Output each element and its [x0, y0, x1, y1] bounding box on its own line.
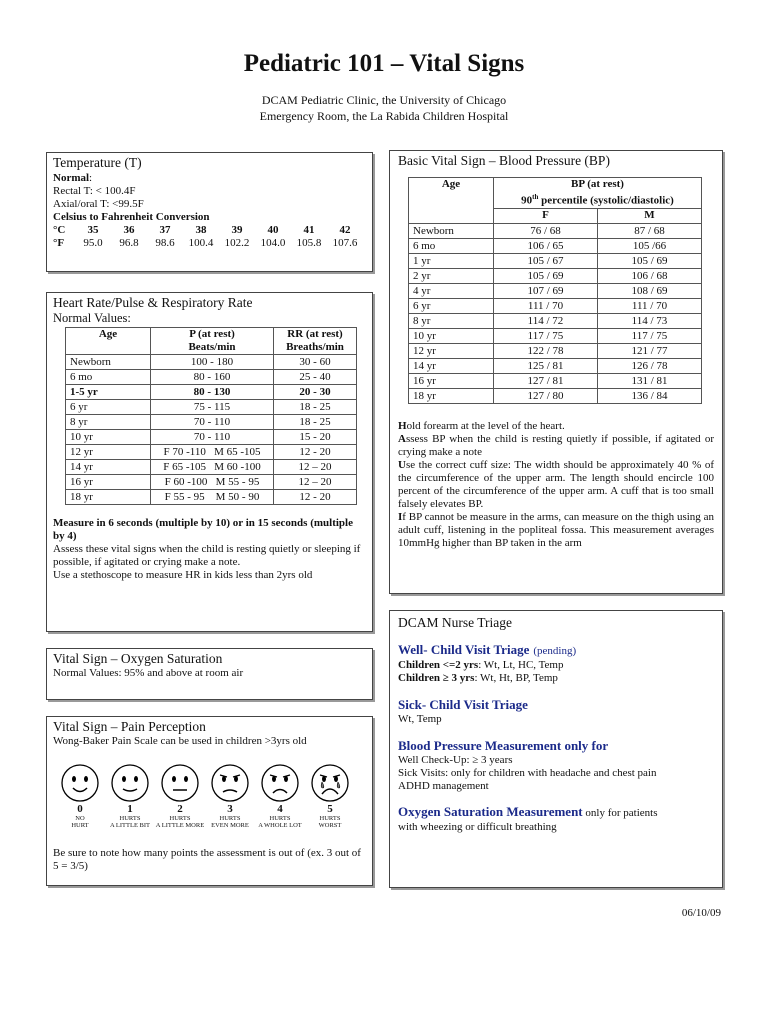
bp-only-line-2: Sick Visits: only for children with headache and chest pain	[398, 767, 657, 779]
hr-cell-p: 70 - 110	[151, 415, 274, 430]
bp-cell-m: 105 / 69	[597, 253, 701, 268]
face-desc-2: WORST	[318, 822, 342, 829]
normal-values-label: Normal Values:	[53, 311, 131, 325]
hr-cell-p: 75 - 115	[151, 400, 274, 415]
bp-notes	[398, 420, 714, 550]
bp-assess: Assess BP when the child is resting quietly if possible, if agitated or crying make a note	[398, 432, 714, 458]
face-number: 0	[77, 803, 83, 815]
bp-cell-m: 117 / 75	[597, 328, 701, 343]
hr-cell-age: 16 yr	[66, 475, 151, 490]
table-row	[409, 268, 702, 283]
hr-cell-p: 70 - 110	[151, 430, 274, 445]
oxygen-text: Normal Values: 95% and above at room air	[53, 667, 244, 679]
bp-cell-m: 108 / 69	[597, 283, 701, 298]
bp-title: Basic Vital Sign – Blood Pressure (BP)	[398, 153, 610, 168]
bp-cell-f: 106 / 65	[494, 238, 598, 253]
hr-cell-age: Newborn	[66, 355, 151, 370]
face-desc-1: NO	[75, 815, 85, 822]
face-number: 4	[277, 803, 283, 815]
hr-cell-rr: 20 - 30	[274, 385, 357, 400]
table-row	[66, 400, 357, 415]
face-icon	[210, 763, 250, 803]
table-row	[409, 328, 702, 343]
o2-text: with wheezing or difficult breathing	[398, 821, 557, 833]
bp-cell-f: 107 / 69	[494, 283, 598, 298]
o2-heading: Oxygen Saturation Measurement only for patients	[398, 804, 658, 819]
bp-cell-f: 114 / 72	[494, 313, 598, 328]
table-row	[409, 358, 702, 373]
footer-date: 06/10/09	[681, 907, 721, 919]
bp-only-line-3: ADHD management	[398, 780, 489, 792]
face-desc-2: A LITTLE MORE	[155, 822, 205, 829]
table-row	[66, 460, 357, 475]
fahrenheit-value: 107.6	[332, 237, 358, 249]
fahrenheit-value: 102.2	[224, 237, 250, 249]
bp-col-age: Age	[409, 178, 494, 224]
bp-cell-age: 4 yr	[409, 283, 494, 298]
col-respiratory: RR (at rest) Breaths/min	[274, 328, 357, 355]
hr-cell-rr: 30 - 60	[274, 355, 357, 370]
bp-cell-age: 16 yr	[409, 373, 494, 388]
face-icon	[160, 763, 200, 803]
table-row	[66, 445, 357, 460]
fahrenheit-value: 96.8	[119, 237, 139, 249]
face-desc-1: HURTS	[119, 815, 141, 822]
page-title: Pediatric 101 – Vital Signs	[243, 50, 525, 77]
table-row	[66, 370, 357, 385]
temperature-normal: Normal:	[53, 172, 93, 184]
hr-cell-p: 80 - 130	[151, 385, 274, 400]
fahrenheit-value: 95.0	[83, 237, 103, 249]
bp-hold: Hold forearm at the level of the heart.	[398, 419, 565, 432]
bp-cell-f: 125 / 81	[494, 358, 598, 373]
face-number: 5	[327, 803, 333, 815]
hr-cell-p: F 70 -110 M 65 -105	[151, 445, 274, 460]
bp-cell-m: 121 / 77	[597, 343, 701, 358]
bp-box	[389, 150, 723, 594]
temperature-box	[46, 152, 373, 272]
bp-col-bp: BP (at rest) 90th percentile (systolic/diastolic)	[494, 178, 702, 209]
triage-box	[389, 610, 723, 888]
celsius-value: 42	[339, 224, 351, 236]
bp-cell-age: 18 yr	[409, 388, 494, 403]
bp-cell-age: 6 yr	[409, 298, 494, 313]
bp-cell-age: 6 mo	[409, 238, 494, 253]
pain-box	[46, 716, 373, 886]
bp-cell-f: 111 / 70	[494, 298, 598, 313]
table-row	[409, 253, 702, 268]
measure-note: Measure in 6 seconds (multiple by 10) or in 15 seconds (multiple by 4)	[53, 517, 353, 542]
table-row	[66, 430, 357, 445]
bp-cell-f: 105 / 69	[494, 268, 598, 283]
bp-col-m: M	[597, 208, 701, 223]
pain-text: Wong-Baker Pain Scale can be used in children >3yrs old	[53, 735, 307, 747]
table-row	[66, 475, 357, 490]
pain-face-5	[305, 763, 355, 829]
bp-cell-m: 136 / 84	[597, 388, 701, 403]
hr-cell-rr: 12 – 20	[274, 460, 357, 475]
bp-cell-m: 106 / 68	[597, 268, 701, 283]
face-number: 1	[127, 803, 133, 815]
table-row	[66, 415, 357, 430]
celsius-value: 40	[267, 224, 279, 236]
table-row	[409, 298, 702, 313]
bp-only-line-1: Well Check-Up: ≥ 3 years	[398, 754, 513, 766]
page-subtitle	[0, 92, 768, 124]
face-desc-2: EVEN MORE	[211, 822, 249, 829]
bp-cell-m: 87 / 68	[597, 223, 701, 238]
stethoscope-note: Use a stethoscope to measure HR in kids less than 2yrs old	[53, 569, 313, 581]
bp-cell-age: 1 yr	[409, 253, 494, 268]
pain-face-1	[105, 763, 155, 829]
well-line-1: Children <=2 yrs: Wt, Lt, HC, Temp	[398, 659, 564, 671]
pain-face-3	[205, 763, 255, 829]
sick-visit-heading: Sick- Child Visit Triage	[398, 697, 528, 712]
pain-scale-faces	[55, 763, 355, 829]
bp-cell-f: 127 / 80	[494, 388, 598, 403]
pain-title: Vital Sign – Pain Perception	[53, 719, 206, 734]
face-icon	[110, 763, 150, 803]
bp-cell-age: 10 yr	[409, 328, 494, 343]
face-icon	[60, 763, 100, 803]
face-desc-1: HURTS	[269, 815, 291, 822]
pain-face-4	[255, 763, 305, 829]
pain-face-2	[155, 763, 205, 829]
bp-cell-f: 122 / 78	[494, 343, 598, 358]
hr-cell-rr: 12 - 20	[274, 490, 357, 505]
celsius-value: 36	[123, 224, 135, 236]
temperature-title: Temperature (T)	[53, 155, 142, 170]
hr-cell-rr: 25 - 40	[274, 370, 357, 385]
col-age: Age	[66, 328, 151, 355]
face-desc-1: HURTS	[319, 815, 341, 822]
hr-cell-age: 6 yr	[66, 400, 151, 415]
assess-note: Assess these vital signs when the child is resting quietly or sleeping if possible, if agitated or crying make a note.	[53, 543, 361, 568]
face-desc-1: HURTS	[219, 815, 241, 822]
bp-cell-f: 105 / 67	[494, 253, 598, 268]
hr-cell-age: 6 mo	[66, 370, 151, 385]
celsius-value: 39	[231, 224, 243, 236]
hr-cell-rr: 15 - 20	[274, 430, 357, 445]
bp-cell-age: 2 yr	[409, 268, 494, 283]
hr-cell-p: F 65 -105 M 60 -100	[151, 460, 274, 475]
temperature-rectal: Rectal T: < 100.4F	[53, 185, 136, 197]
hr-cell-age: 18 yr	[66, 490, 151, 505]
face-number: 2	[177, 803, 183, 815]
face-desc-2: HURT	[71, 822, 89, 829]
face-desc-2: A WHOLE LOT	[258, 822, 302, 829]
bp-only-heading: Blood Pressure Measurement only for	[398, 738, 609, 753]
hr-cell-age: 1-5 yr	[66, 385, 151, 400]
fahrenheit-row: °F 95.0 96.8 98.6 100.4 102.2 104.0 105.8 107.6	[53, 237, 366, 250]
table-row	[409, 238, 702, 253]
bp-cell-m: 131 / 81	[597, 373, 701, 388]
table-row	[409, 313, 702, 328]
hr-cell-p: 80 - 160	[151, 370, 274, 385]
col-pulse: P (at rest) Beats/min	[151, 328, 274, 355]
bp-cell-f: 127 / 81	[494, 373, 598, 388]
triage-title: DCAM Nurse Triage	[398, 615, 513, 630]
hr-cell-age: 8 yr	[66, 415, 151, 430]
bp-cell-f: 76 / 68	[494, 223, 598, 238]
well-line-2: Children ≥ 3 yrs: Wt, Ht, BP, Temp	[398, 672, 558, 684]
pain-face-0	[55, 763, 105, 829]
face-desc-2: A LITTLE BIT	[109, 822, 151, 829]
hr-cell-p: F 55 - 95 M 50 - 90	[151, 490, 274, 505]
celsius-value: 41	[303, 224, 315, 236]
bp-table	[408, 177, 702, 404]
bp-thigh: If BP cannot be measure in the arms, can measure on the thigh using an adult cuff, listening in the popliteal fossa. This measurement averages 10mmHg higher than BP taken in the arm	[398, 510, 714, 549]
table-row	[409, 388, 702, 403]
bp-cell-m: 105 /66	[597, 238, 701, 253]
face-icon	[260, 763, 300, 803]
celsius-row: °C 35 36 37 38 39 40 41 42	[53, 224, 366, 237]
hr-cell-rr: 12 - 20	[274, 445, 357, 460]
bp-cell-m: 114 / 73	[597, 313, 701, 328]
bp-cell-m: 111 / 70	[597, 298, 701, 313]
bp-cell-m: 126 / 78	[597, 358, 701, 373]
table-row	[409, 343, 702, 358]
subtitle-line-1: DCAM Pediatric Clinic, the University of Chicago	[261, 93, 507, 107]
fahrenheit-value: 98.6	[155, 237, 175, 249]
fahrenheit-value: 105.8	[296, 237, 322, 249]
hr-cell-rr: 12 – 20	[274, 475, 357, 490]
conversion-title: Celsius to Fahrenheit Conversion	[53, 211, 210, 223]
table-row	[66, 385, 357, 400]
bp-cell-age: 8 yr	[409, 313, 494, 328]
face-icon	[310, 763, 350, 803]
hr-cell-age: 12 yr	[66, 445, 151, 460]
face-desc-1: HURTS	[169, 815, 191, 822]
table-row	[409, 373, 702, 388]
hr-cell-p: F 60 -100 M 55 - 95	[151, 475, 274, 490]
heart-rate-box	[46, 292, 373, 632]
bp-cell-age: 12 yr	[409, 343, 494, 358]
hr-cell-rr: 18 - 25	[274, 415, 357, 430]
table-row	[66, 355, 357, 370]
celsius-value: 35	[87, 224, 99, 236]
heart-rate-table	[65, 327, 357, 505]
oxygen-title: Vital Sign – Oxygen Saturation	[53, 651, 223, 666]
well-visit-heading: Well- Child Visit Triage (pending)	[398, 642, 577, 657]
oxygen-box	[46, 648, 373, 700]
bp-col-f: F	[494, 208, 598, 223]
celsius-value: 38	[195, 224, 207, 236]
face-number: 3	[227, 803, 233, 815]
bp-cell-age: 14 yr	[409, 358, 494, 373]
fahrenheit-value: 104.0	[260, 237, 286, 249]
bp-cell-f: 117 / 75	[494, 328, 598, 343]
fahrenheit-value: 100.4	[188, 237, 214, 249]
pain-note: Be sure to note how many points the assessment is out of (ex. 3 out of 5 = 3/5)	[53, 847, 361, 872]
hr-cell-age: 14 yr	[66, 460, 151, 475]
heart-rate-title: Heart Rate/Pulse & Respiratory Rate	[53, 295, 253, 310]
bp-cuff: Use the correct cuff size: The width should be approximately 40 % of the circumference of the upper arm. The length should encircle 100 percent of the circumference of the upper arm. A cuff that is too small falsely elevates BP.	[398, 458, 714, 510]
hr-cell-p: 100 - 180	[151, 355, 274, 370]
table-row	[409, 223, 702, 238]
table-row	[409, 283, 702, 298]
hr-cell-rr: 18 - 25	[274, 400, 357, 415]
subtitle-line-2: Emergency Room, the La Rabida Children Hospital	[259, 109, 509, 123]
bp-cell-age: Newborn	[409, 223, 494, 238]
sick-text: Wt, Temp	[398, 713, 442, 725]
temperature-axial: Axial/oral T: <99.5F	[53, 198, 144, 210]
table-row	[66, 490, 357, 505]
hr-cell-age: 10 yr	[66, 430, 151, 445]
celsius-value: 37	[159, 224, 171, 236]
